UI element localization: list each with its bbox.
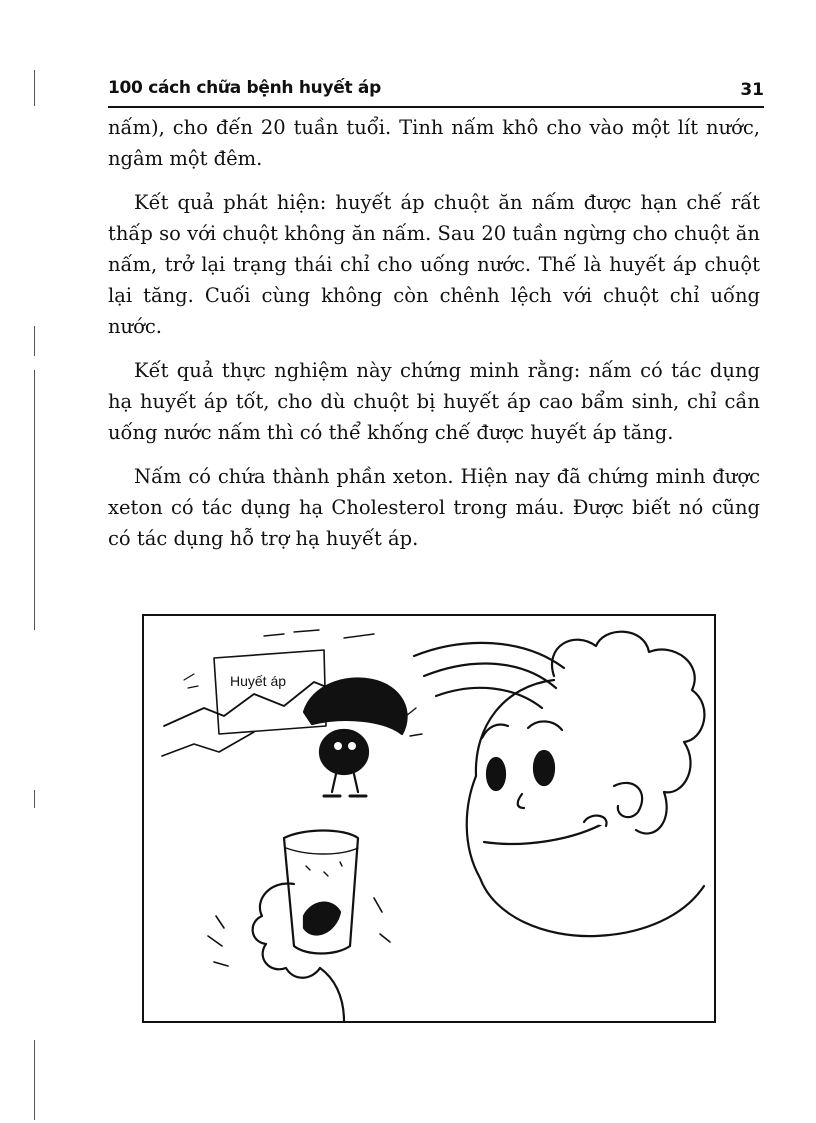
chart-zigzag-line [162,732,254,756]
scan-edge-mark [34,70,35,106]
mushroom-in-glass [304,903,340,935]
cartoon-illustration [144,616,714,1021]
tongue [584,816,607,826]
arm [320,968,344,1021]
mushroom-cap [304,678,407,734]
motion-dash [264,630,374,638]
hair-line [436,688,542,708]
shake-mark [208,898,390,966]
motion-dash [406,708,422,736]
mushroom-eye [348,742,356,750]
motion-dash [184,674,198,688]
mushroom-legs [332,774,358,792]
page-number: 31 [740,80,764,100]
paragraph: nấm), cho đến 20 tuần tuổi. Tinh nấm khô cho vào một lít nước, ngâm một đêm. [108,116,760,170]
mushroom-body [320,730,368,774]
bubbles [306,862,342,876]
mushroom-eye [334,742,342,750]
eye [487,758,505,790]
curly-hair [552,632,704,834]
paragraph: Kết quả phát hiện: huyết áp chuột ăn nấm được hạn chế rất thấp so với chuột không ăn nấm. Sau 20 tuần ngừng cho chuột ăn nấm, trở lại trạng thái chỉ cho uống nước. Thế là huyết áp chuột lại tăng. Cuối cùng không còn chênh lệch với chuột chỉ uống nước. [108,191,760,338]
paragraph: Kết quả thực nghiệm này chứng minh rằng: nấm có tác dụng hạ huyết áp tốt, cho dù chuột bị huyết áp cao bẩm sinh, chỉ cần uống nước nấm thì có thể khống chế được huyết áp tăng. [108,359,760,444]
eyebrow [528,721,562,730]
face-outline [467,680,704,936]
chart-label: Huyết áp [230,673,287,689]
book-title: 100 cách chữa bệnh huyết áp [108,78,381,98]
ear [614,783,642,817]
scan-edge-mark [34,1040,35,1120]
scan-edge-mark [34,370,35,630]
illustration-frame [142,614,716,1023]
paragraph: Nấm có chứa thành phần xeton. Hiện nay đã chứng minh được xeton có tác dụng hạ Cholesterol trong máu. Được biết nó cũng có tác dụng hỗ trợ hạ huyết áp. [108,465,760,550]
mouth [484,822,606,844]
scan-edge-mark [34,326,35,356]
scan-edge-mark [34,790,35,808]
eye [534,751,554,785]
running-header [108,78,764,108]
nose [518,794,524,808]
water-surface [286,848,358,854]
body-text [108,112,760,567]
